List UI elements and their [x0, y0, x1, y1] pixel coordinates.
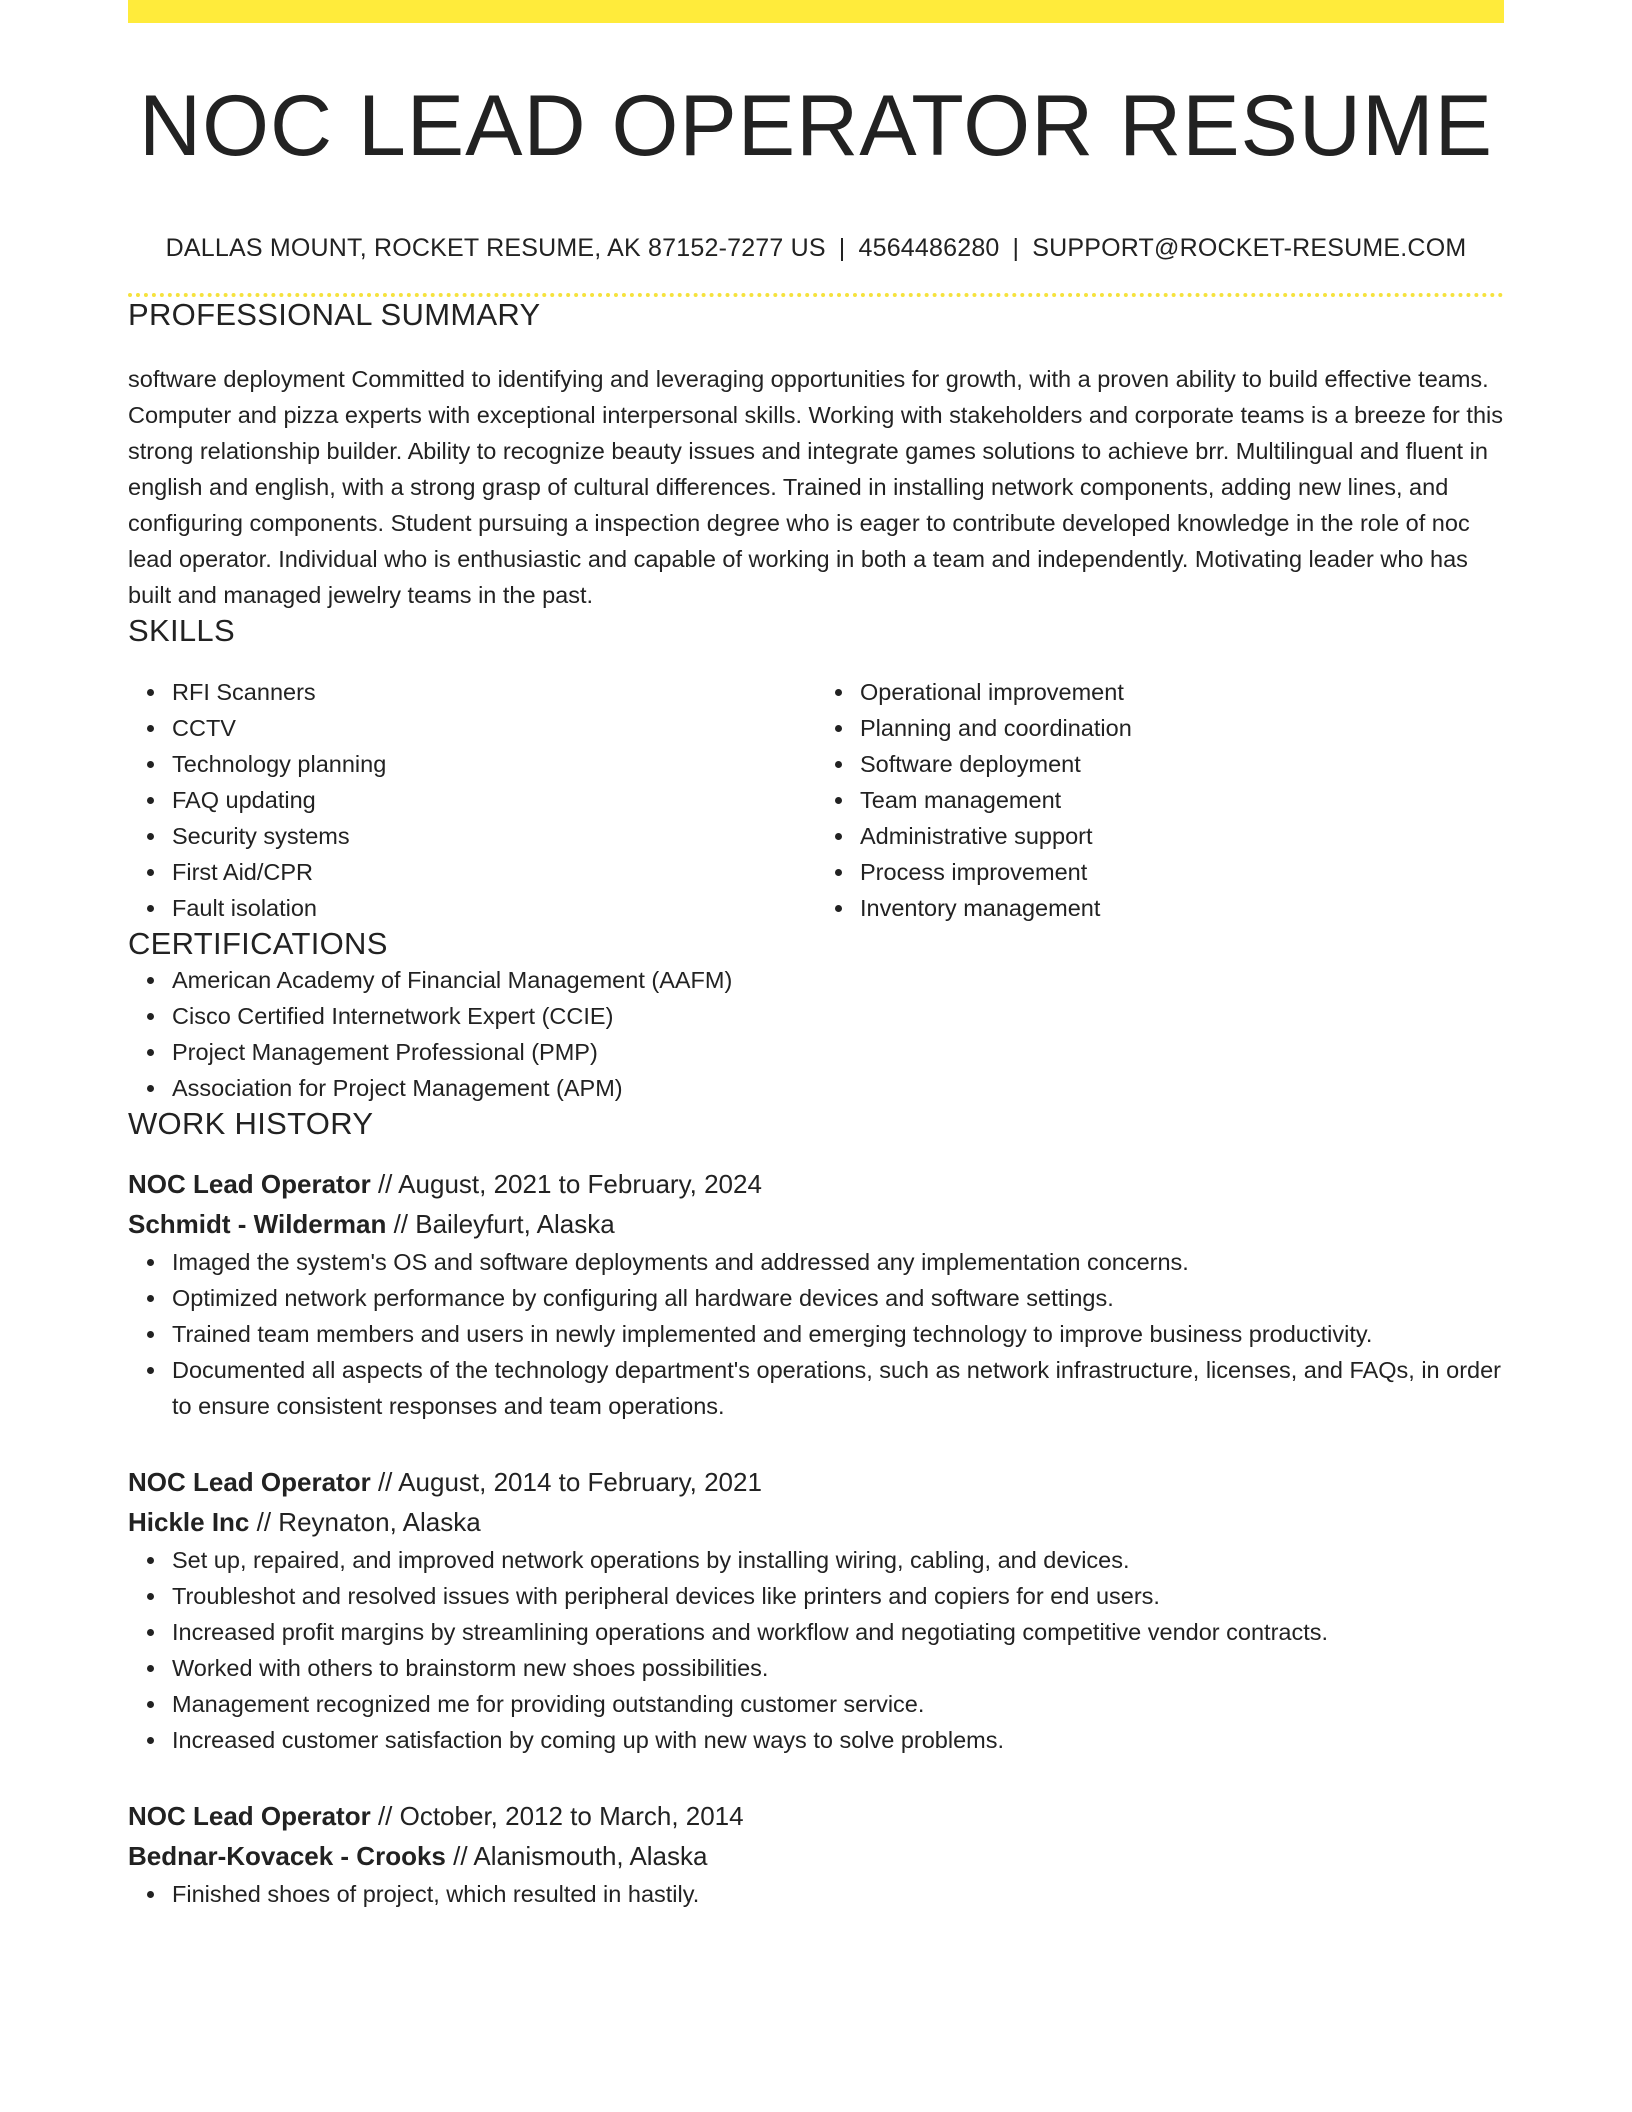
skill-item: Team management — [860, 782, 1504, 818]
skill-item: CCTV — [172, 710, 816, 746]
skill-item: Technology planning — [172, 746, 816, 782]
job-company: Bednar-Kovacek - Crooks — [128, 1841, 446, 1871]
job-company: Hickle Inc — [128, 1507, 250, 1537]
job-company-line — [128, 1502, 1504, 1542]
job-duty: Optimized network performance by configuring all hardware devices and software settings. — [172, 1280, 1504, 1316]
job-duty: Troubleshot and resolved issues with peripheral devices like printers and copiers for end users. — [172, 1578, 1504, 1614]
skills-column-right — [816, 674, 1504, 926]
job-duties-list — [128, 1876, 1504, 1912]
resume-title: NOC LEAD OPERATOR RESUME — [138, 78, 1494, 174]
skill-item: Operational improvement — [860, 674, 1504, 710]
job-title-line — [128, 1462, 1504, 1502]
job-company: Schmidt - Wilderman — [128, 1209, 387, 1239]
skills-list — [128, 674, 1504, 926]
contact-email: SUPPORT@ROCKET-RESUME.COM — [1032, 234, 1467, 262]
job-location: // Alanismouth, Alaska — [445, 1841, 708, 1871]
skill-item: Fault isolation — [172, 890, 816, 926]
job-dates: // August, 2021 to February, 2024 — [370, 1169, 762, 1199]
job-title: NOC Lead Operator — [128, 1801, 371, 1831]
summary-text: software deployment Committed to identifying and leveraging opportunities for growth, with a proven ability to build effective teams. Computer and pizza experts with exceptional interpersonal skills. Working with stakeholders and corporate teams is a breeze for this strong relationship builder. Ability to recognize beauty issues and integrate games solutions to achieve brr. Multilingual and fluent in english and english, with a strong grasp of cultural differences. Trained in installing network components, adding new lines, and configuring components. Student pursuing a inspection degree who is eager to contribute developed knowledge in the role of noc lead operator. Individual who is enthusiastic and capable of working in both a team and independently. Motivating leader who has built and managed jewelry teams in the past. — [128, 366, 1503, 608]
certifications-list — [128, 962, 1504, 1106]
skill-item: FAQ updating — [172, 782, 816, 818]
job-duty: Set up, repaired, and improved network operations by installing wiring, cabling, and devices. — [172, 1542, 1504, 1578]
job-duties-list — [128, 1542, 1504, 1758]
contact-address: DALLAS MOUNT, ROCKET RESUME, AK 87152-7277 US — [165, 234, 826, 262]
contact-separator: | — [1012, 234, 1020, 262]
job-location: // Baileyfurt, Alaska — [386, 1209, 615, 1239]
job-company-line — [128, 1836, 1504, 1876]
job-duty: Increased profit margins by streamlining operations and workflow and negotiating competitive vendor contracts. — [172, 1614, 1504, 1650]
skills-heading: SKILLS — [128, 613, 235, 648]
job-duty: Trained team members and users in newly implemented and emerging technology to improve business productivity. — [172, 1316, 1504, 1352]
job-company-line — [128, 1204, 1504, 1244]
skill-item: First Aid/CPR — [172, 854, 816, 890]
job-duty: Finished shoes of project, which resulted in hastily. — [172, 1876, 1504, 1912]
skill-item: Administrative support — [860, 818, 1504, 854]
certification-item: Project Management Professional (PMP) — [172, 1034, 1504, 1070]
contact-line — [128, 234, 1504, 263]
job-title-line — [128, 1796, 1504, 1836]
summary-heading: PROFESSIONAL SUMMARY — [128, 297, 541, 332]
job-duties-list — [128, 1244, 1504, 1424]
job-title: NOC Lead Operator — [128, 1467, 371, 1497]
certification-item: American Academy of Financial Management (AAFM) — [172, 962, 1504, 998]
work-history-heading: WORK HISTORY — [128, 1106, 374, 1141]
contact-separator: | — [838, 234, 846, 262]
skill-item: Planning and coordination — [860, 710, 1504, 746]
skill-item: Inventory management — [860, 890, 1504, 926]
job-duty: Management recognized me for providing outstanding customer service. — [172, 1686, 1504, 1722]
certifications-heading: CERTIFICATIONS — [128, 926, 388, 961]
skill-item: Software deployment — [860, 746, 1504, 782]
job-title: NOC Lead Operator — [128, 1169, 371, 1199]
job-duty: Imaged the system's OS and software deployments and addressed any implementation concerns. — [172, 1244, 1504, 1280]
skill-item: RFI Scanners — [172, 674, 816, 710]
accent-bar — [128, 0, 1504, 23]
job-location: // Reynaton, Alaska — [249, 1507, 481, 1537]
certification-item: Association for Project Management (APM) — [172, 1070, 1504, 1106]
job-duty: Worked with others to brainstorm new shoes possibilities. — [172, 1650, 1504, 1686]
skill-item: Security systems — [172, 818, 816, 854]
resume-page — [128, 0, 1504, 1912]
job-dates: // August, 2014 to February, 2021 — [370, 1467, 762, 1497]
contact-phone: 4564486280 — [858, 234, 1000, 262]
certification-item: Cisco Certified Internetwork Expert (CCIE) — [172, 998, 1504, 1034]
skills-column-left — [128, 674, 816, 926]
job-duty: Increased customer satisfaction by coming up with new ways to solve problems. — [172, 1722, 1504, 1758]
skill-item: Process improvement — [860, 854, 1504, 890]
job-title-line — [128, 1164, 1504, 1204]
job-dates: // October, 2012 to March, 2014 — [370, 1801, 744, 1831]
job-duty: Documented all aspects of the technology department's operations, such as network infrastructure, licenses, and FAQs, in order to ensure consistent responses and team operations. — [172, 1352, 1504, 1424]
